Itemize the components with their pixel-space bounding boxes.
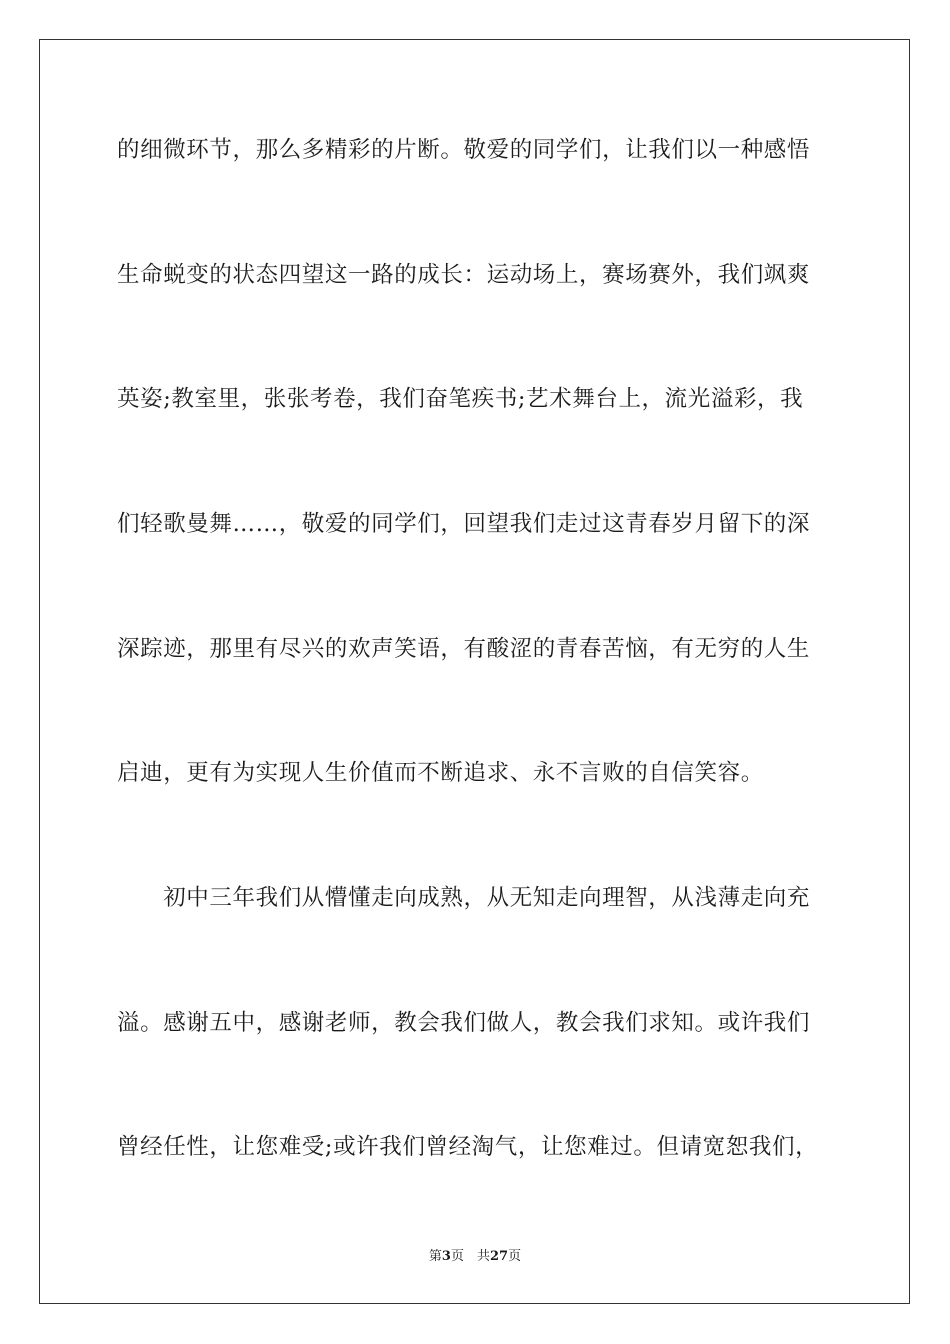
text-line: 曾经任性，让您难受;或许我们曾经淘气，让您难过。但请宽恕我们，	[117, 1134, 819, 1160]
page-footer	[0, 1248, 950, 1266]
text-line: 的细微环节，那么多精彩的片断。敬爱的同学们，让我们以一种感悟	[117, 137, 811, 163]
text-line: 溢。感谢五中，感谢老师，教会我们做人，教会我们求知。或许我们	[117, 1010, 811, 1036]
footer-suffix: 页	[508, 1249, 522, 1264]
page-frame	[39, 39, 910, 1304]
text-line: 启迪，更有为实现人生价值而不断追求、永不言败的自信笑容。	[117, 760, 764, 786]
total-page-count: 27	[489, 1249, 509, 1264]
footer-mid: 页 共	[450, 1249, 490, 1264]
footer-prefix: 第	[428, 1249, 442, 1264]
text-line: 们轻歌曼舞……，敬爱的同学们，回望我们走过这青春岁月留下的深	[117, 511, 811, 537]
current-page-number: 3	[441, 1249, 451, 1264]
text-line: 英姿;教室里，张张考卷，我们奋笔疾书;艺术舞台上，流光溢彩，我	[117, 386, 804, 412]
text-line: 生命蜕变的状态四望这一路的成长：运动场上，赛场赛外，我们飒爽	[117, 262, 811, 288]
text-line: 深踪迹，那里有尽兴的欢声笑语，有酸涩的青春苦恼，有无穷的人生	[117, 636, 811, 662]
text-line: 初中三年我们从懵懂走向成熟，从无知走向理智，从浅薄走向充	[117, 885, 811, 911]
